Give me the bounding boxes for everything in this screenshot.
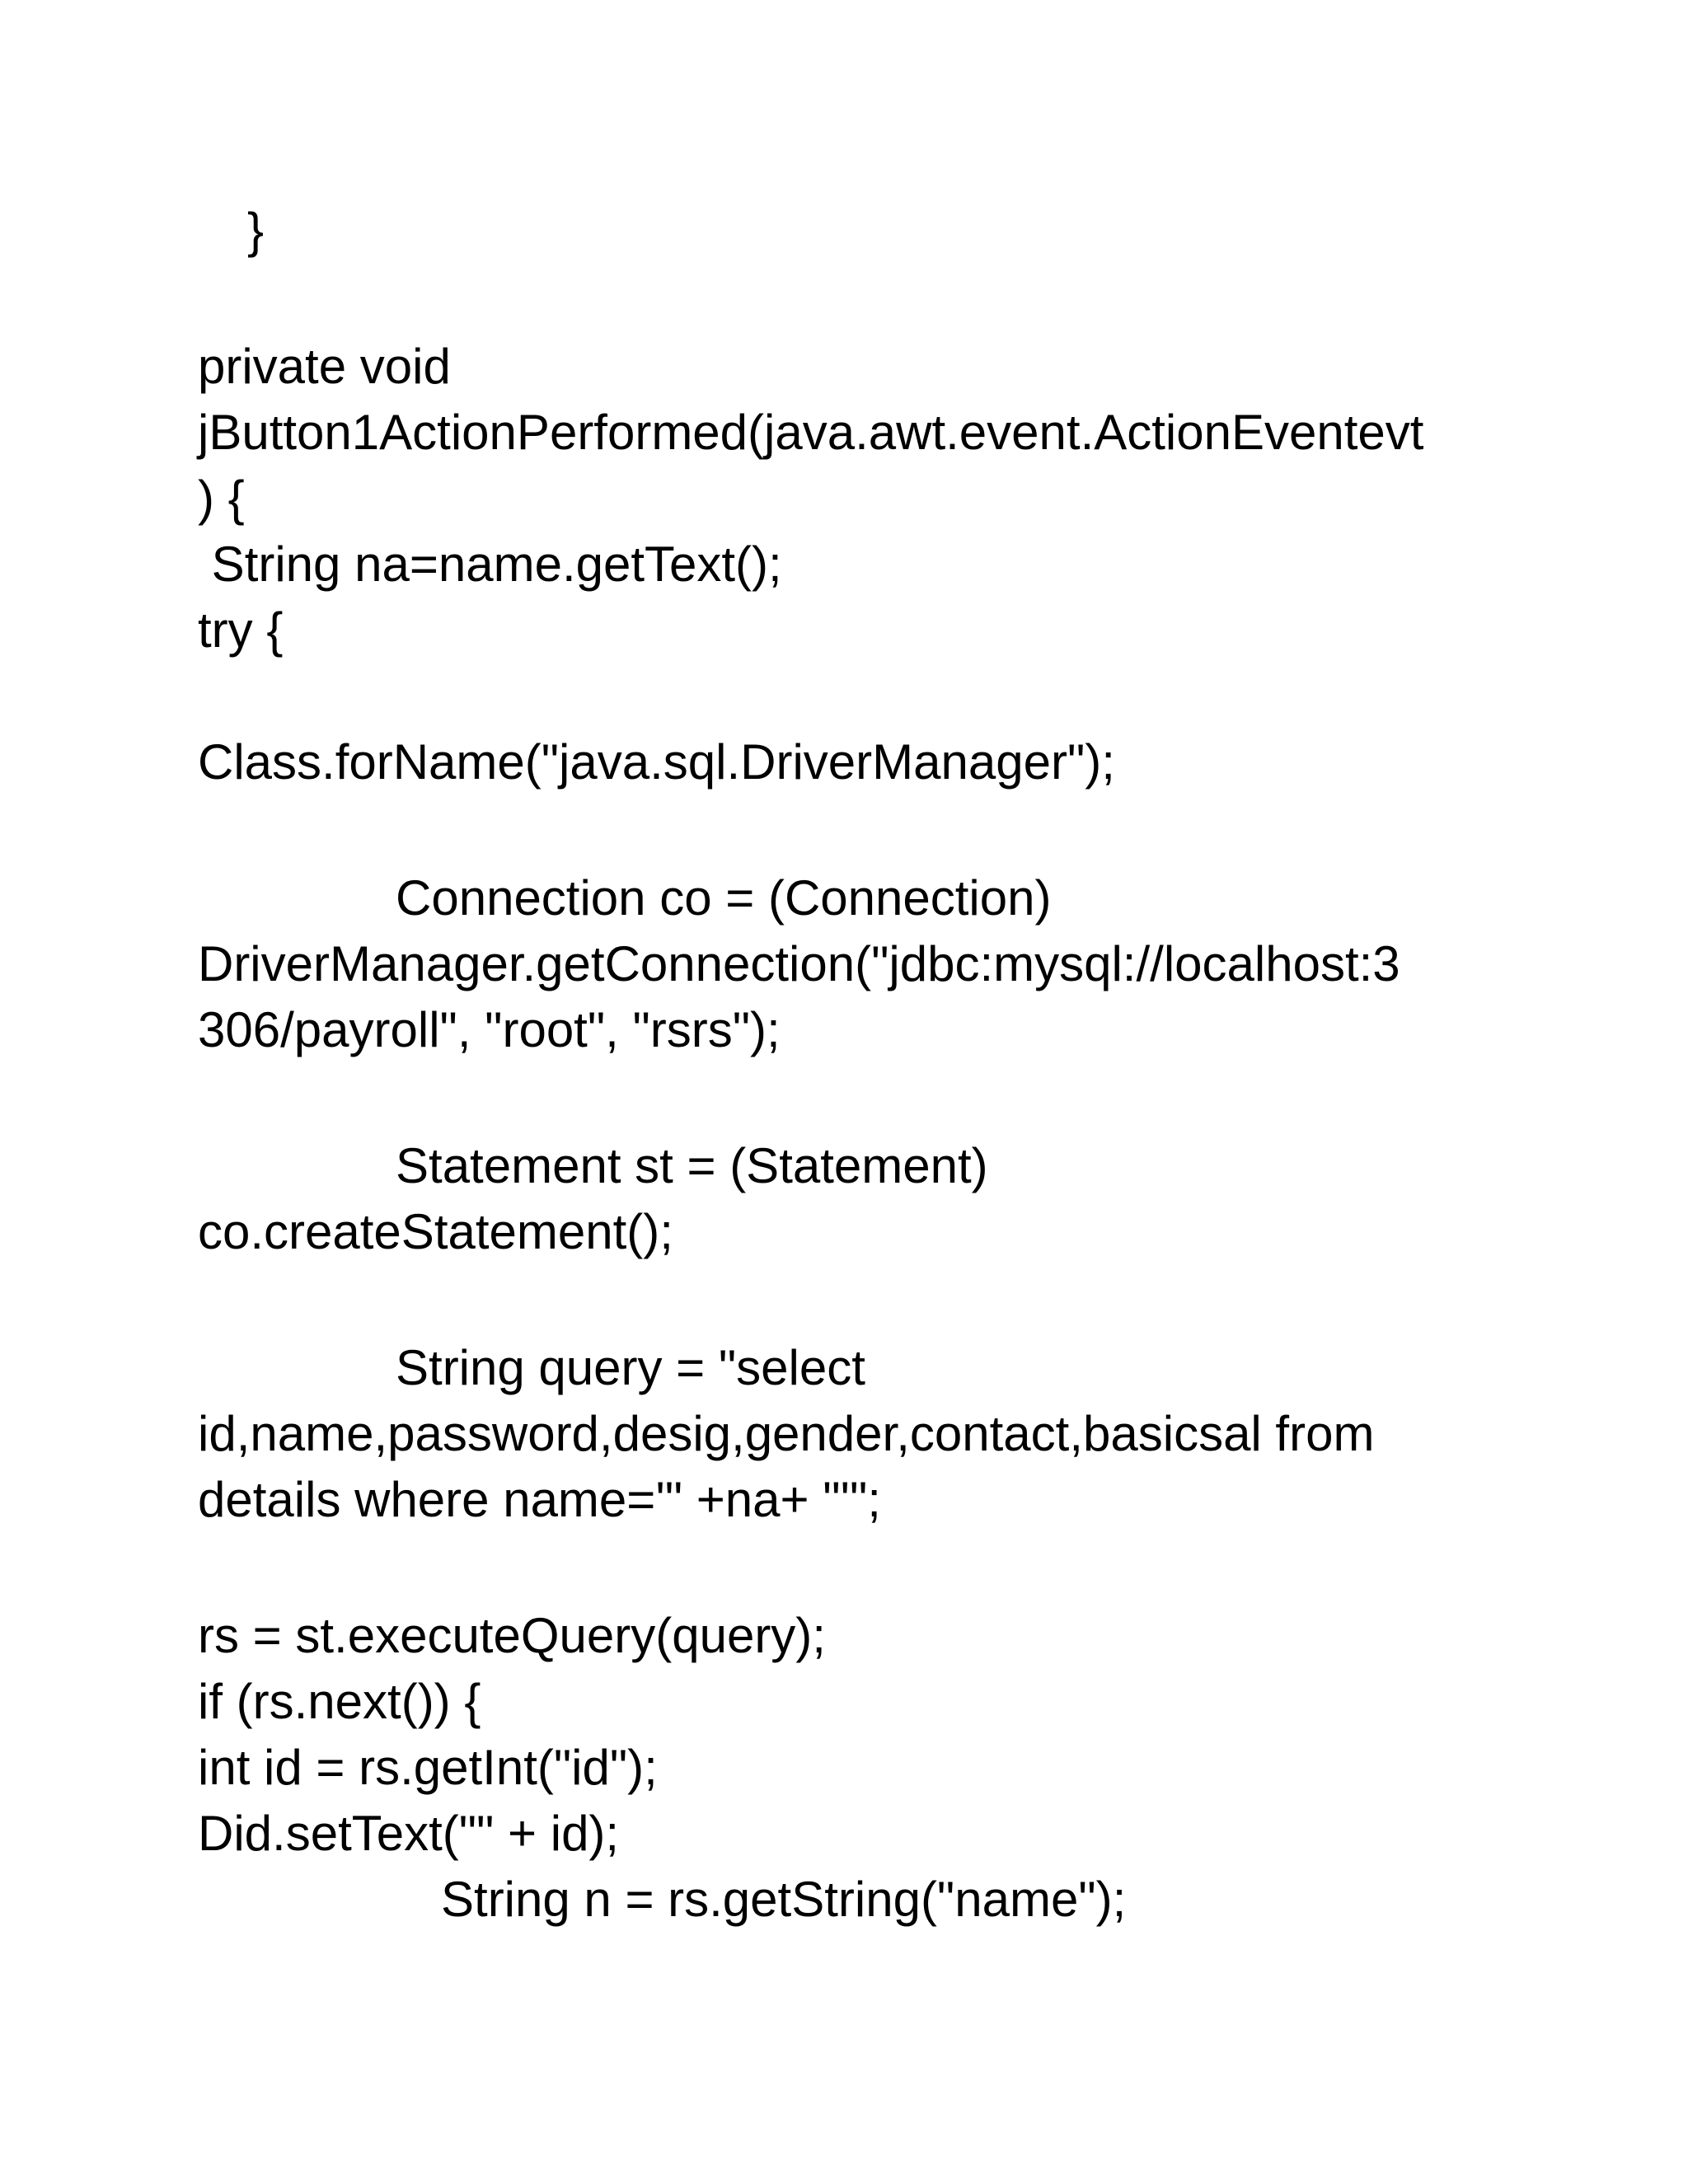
- code-line-19: Did.setText("" + id);: [198, 1806, 620, 1861]
- code-line-14: id,name,password,desig,gender,contact,basicsal from: [198, 1406, 1375, 1461]
- code-line-8: Connection co = (Connection): [396, 870, 1052, 926]
- code-line-10: 306/payroll", "root", "rsrs");: [198, 1002, 781, 1057]
- code-line-4: ) {: [198, 471, 245, 526]
- code-line-12: co.createStatement();: [198, 1204, 673, 1259]
- code-line-20: String n = rs.getString("name");: [441, 1872, 1127, 1927]
- code-line-5: String na=name.getText();: [198, 537, 782, 592]
- code-line-7: Class.forName("java.sql.DriverManager");: [198, 734, 1115, 790]
- code-line-3: jButton1ActionPerformed(java.awt.event.ActionEventevt: [198, 405, 1424, 460]
- code-line-17: if (rs.next()) {: [198, 1674, 481, 1729]
- code-line-1: }: [247, 203, 265, 258]
- code-line-9: DriverManager.getConnection("jdbc:mysql://localhost:3: [198, 936, 1400, 991]
- code-line-18: int id = rs.getInt("id");: [198, 1740, 658, 1795]
- code-line-16: rs = st.executeQuery(query);: [198, 1608, 826, 1663]
- code-line-2: private void: [198, 339, 451, 394]
- code-line-15: details where name='" +na+ "'";: [198, 1472, 881, 1527]
- code-line-11: Statement st = (Statement): [396, 1138, 988, 1193]
- code-line-13: String query = "select: [396, 1340, 865, 1395]
- code-line-6: try {: [198, 602, 284, 658]
